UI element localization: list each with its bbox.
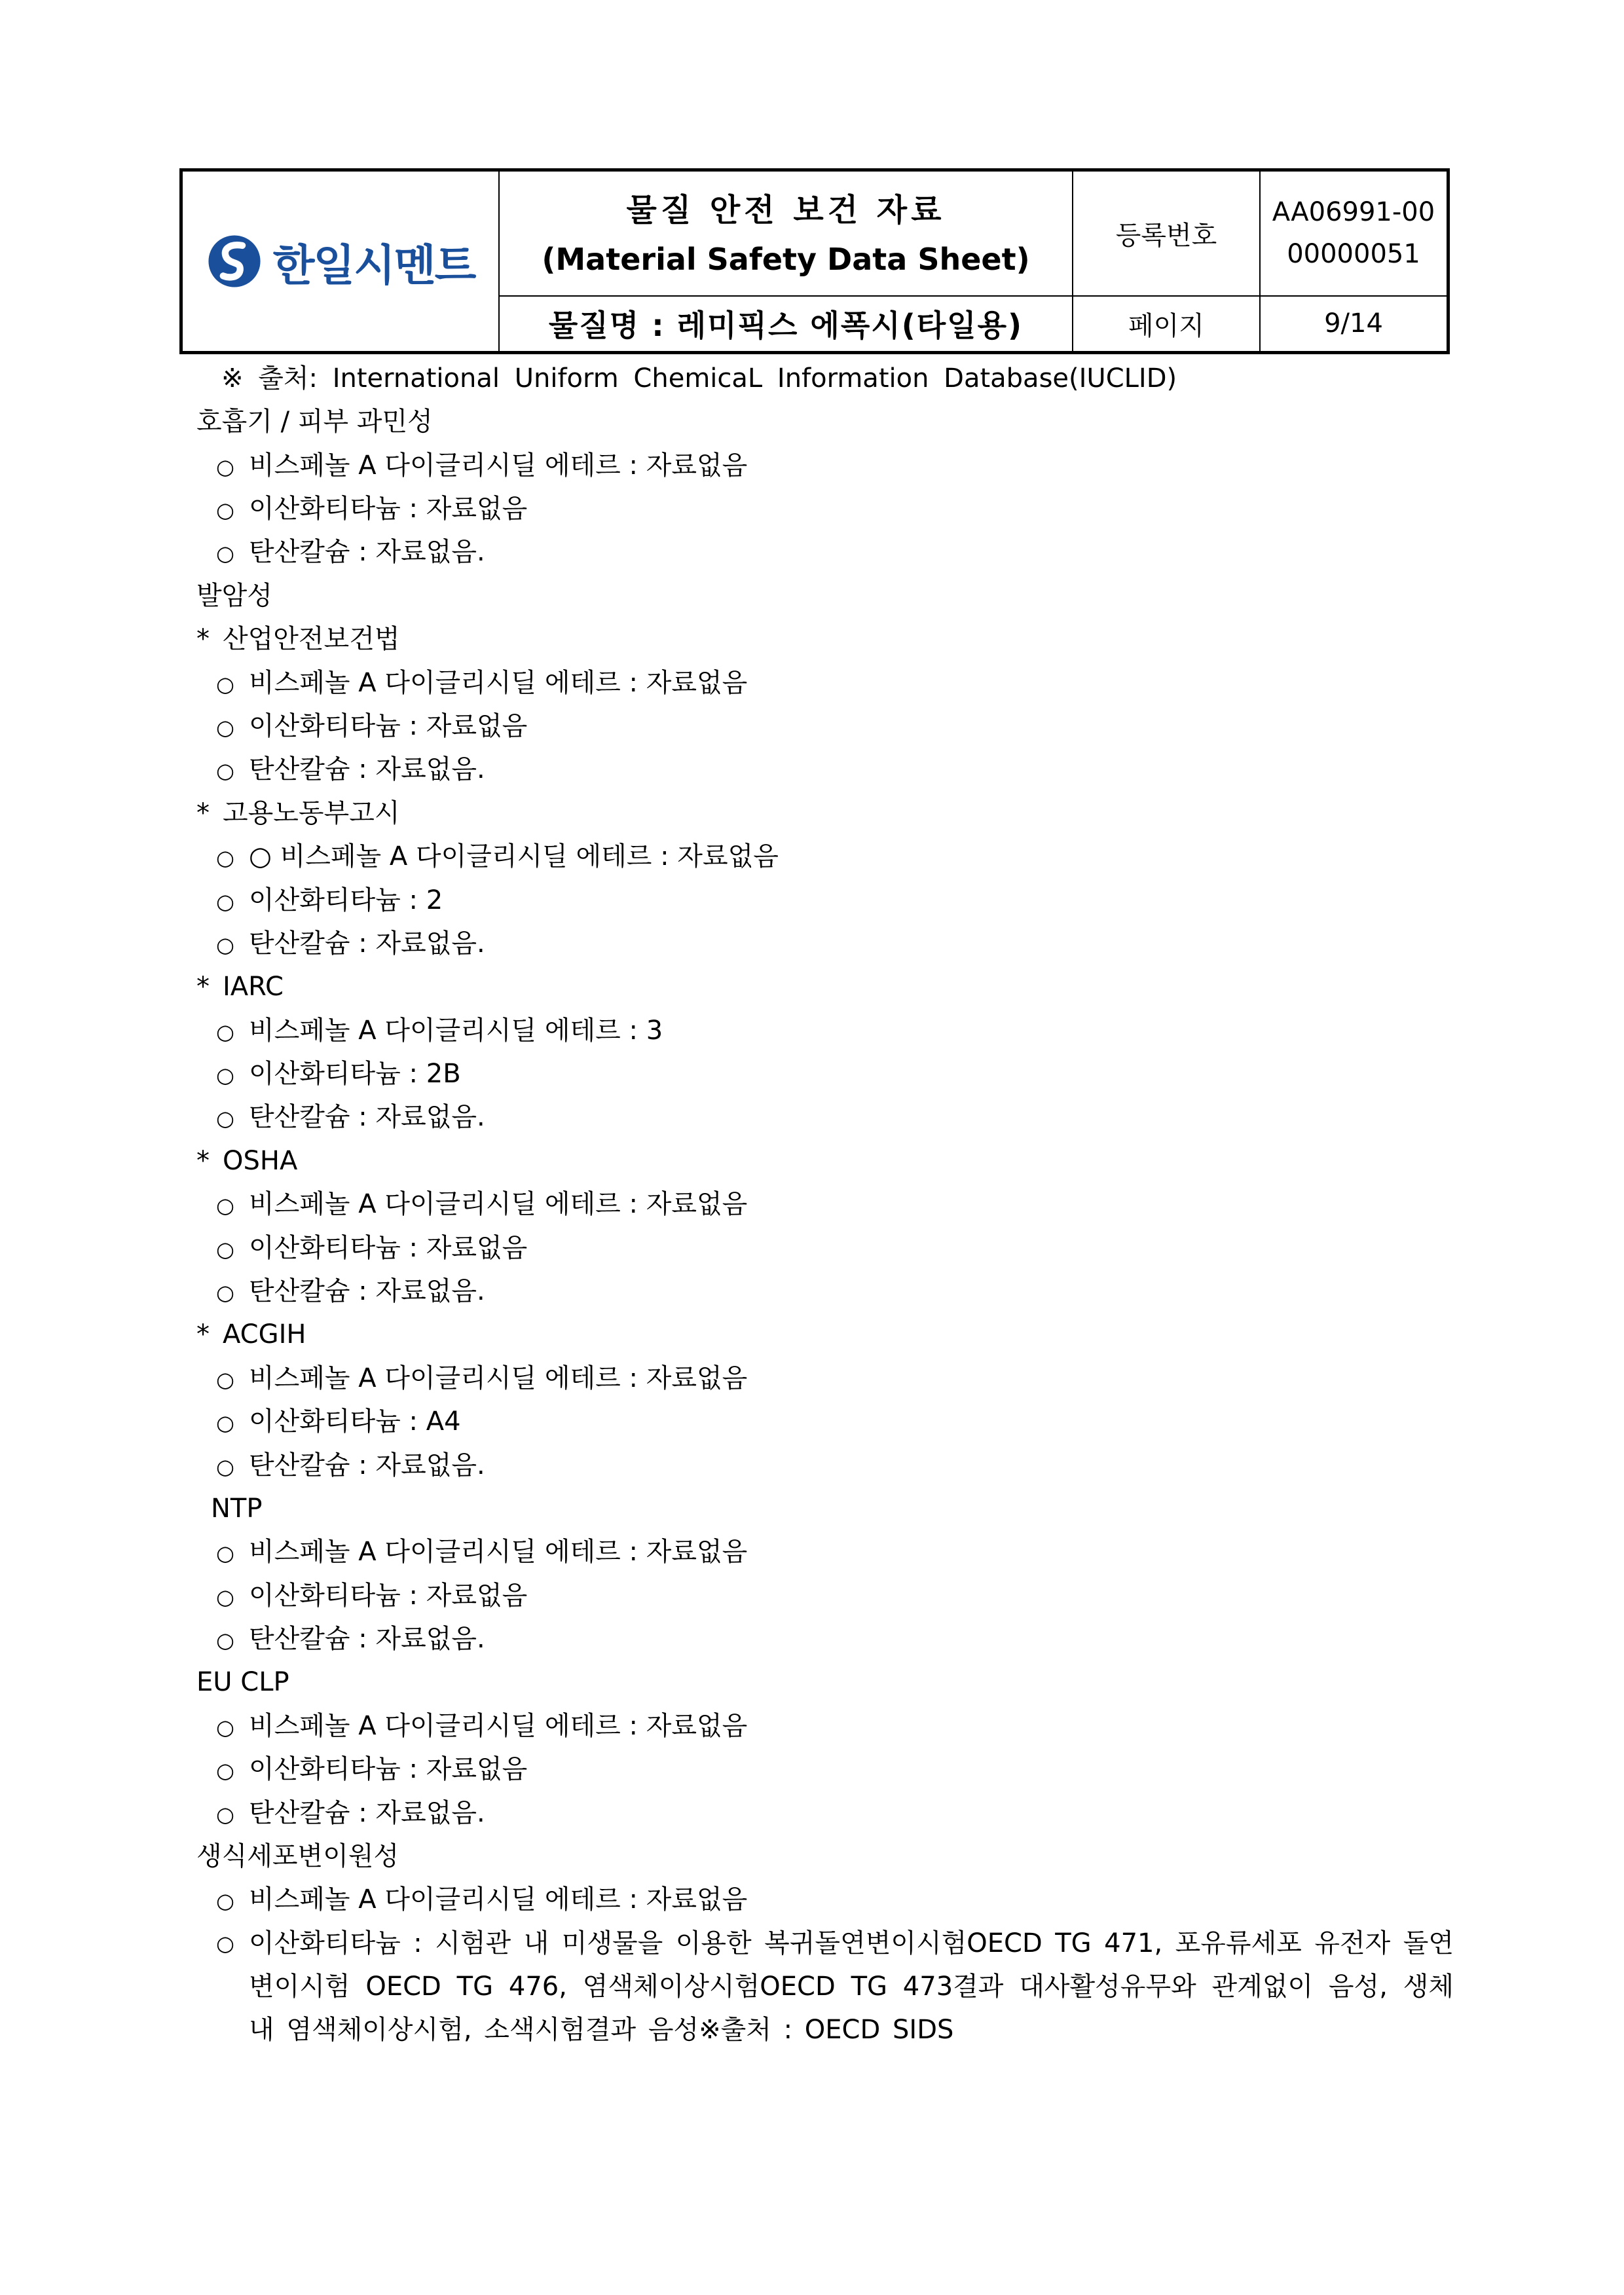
page-label-cell bbox=[1073, 296, 1260, 353]
standard-title: * OSHA bbox=[196, 1146, 298, 1176]
document-title-ko: 물질 안전 보건 자료 bbox=[626, 192, 946, 229]
standard-title: EU CLP bbox=[196, 1667, 289, 1697]
list-item: ○ 비스페놀 A 다이글리시딜 에테르 : 자료없음 bbox=[216, 1537, 748, 1567]
list-item: ○ 탄산칼슘 : 자료없음. bbox=[216, 1276, 485, 1306]
registration-number-line2: 00000051 bbox=[1287, 239, 1420, 270]
standard-title: * 고용노동부고시 bbox=[196, 798, 400, 828]
company-logo-cell bbox=[181, 170, 500, 353]
section-title-sensitization: 호흡기 / 피부 과민성 bbox=[196, 407, 433, 437]
standard-title: NTP bbox=[211, 1494, 263, 1524]
standard-title: * ACGIH bbox=[196, 1319, 306, 1349]
list-item: ○ 이산화티타늄 : 2 bbox=[216, 885, 443, 915]
list-item: ○ 비스페놀 A 다이글리시딜 에테르 : 자료없음 bbox=[216, 1711, 748, 1741]
standard-title: * 산업안전보건법 bbox=[196, 624, 400, 654]
list-item: ○ 탄산칼슘 : 자료없음. bbox=[216, 1798, 485, 1828]
list-item: ○ 이산화티타늄 : 2B bbox=[216, 1059, 461, 1089]
registration-number-line1: AA06991-00 bbox=[1272, 197, 1435, 228]
msds-header-table bbox=[179, 168, 1450, 354]
list-item: ○ 이산화티타늄 : A4 bbox=[216, 1406, 461, 1437]
company-name: 한일시멘트 bbox=[272, 240, 475, 291]
list-item: ○ 비스페놀 A 다이글리시딜 에테르 : 자료없음 bbox=[216, 450, 748, 481]
list-item: ○ 탄산칼슘 : 자료없음. bbox=[216, 1450, 485, 1480]
list-item: ○ 탄산칼슘 : 자료없음. bbox=[216, 928, 485, 959]
list-item: ○ 비스페놀 A 다이글리시딜 에테르 : 자료없음 bbox=[216, 1884, 748, 1915]
list-item: ○ 이산화티타늄 : 자료없음 bbox=[216, 1754, 528, 1784]
hanil-logo-icon bbox=[206, 233, 263, 289]
material-name: 물질명 : 레미픽스 에폭시(타일용) bbox=[548, 308, 1024, 344]
list-item: ○ 비스페놀 A 다이글리시딜 에테르 : 자료없음 bbox=[216, 1189, 748, 1219]
document-title-en: (Material Safety Data Sheet) bbox=[542, 242, 1030, 278]
list-item: ○ 탄산칼슘 : 자료없음. bbox=[216, 1624, 485, 1654]
section-title-carcinogenicity: 발암성 bbox=[196, 581, 272, 611]
page-number-cell bbox=[1260, 296, 1449, 353]
list-item: ○ 탄산칼슘 : 자료없음. bbox=[216, 1102, 485, 1132]
list-item: ○ 비스페놀 A 다이글리시딜 에테르 : 자료없음 bbox=[216, 1363, 748, 1393]
section-title-germ-cell-mutagenicity: 생식세포변이원성 bbox=[196, 1841, 399, 1871]
registration-label-cell bbox=[1073, 170, 1260, 296]
list-item: ○ 이산화티타늄 : 자료없음 bbox=[216, 1233, 528, 1263]
list-item: ○ 이산화티타늄 : 자료없음 bbox=[216, 1581, 528, 1611]
title-cell bbox=[499, 170, 1073, 296]
page-label: 페이지 bbox=[1128, 310, 1204, 341]
company-logo bbox=[183, 230, 498, 293]
material-name-cell bbox=[499, 296, 1073, 353]
list-item: ○ ○ 비스페놀 A 다이글리시딜 에테르 : 자료없음 bbox=[216, 841, 779, 872]
registration-number-cell bbox=[1260, 170, 1449, 296]
list-item-multiline: ○ 이산화티타늄 : 시험관 내 미생물을 이용한 복귀돌연변이시험OECD TG 471, 포유류세포 유전자 돌연변이시험 OECD TG 476, 염색체이상시험OECD TG 473결과 대사활성유무와 관계없이 음성, 생체 내 염색체이상시험, 소색시험결과 음성※출처 : OECD SIDS bbox=[216, 1922, 1454, 2051]
source-note: ※ 출처: International Uniform ChemicaL Information Database(IUCLID) bbox=[221, 363, 1177, 394]
list-item: ○ 탄산칼슘 : 자료없음. bbox=[216, 537, 485, 567]
list-item: ○ 이산화티타늄 : 자료없음 bbox=[216, 494, 528, 524]
list-item: ○ 이산화티타늄 : 자료없음 bbox=[216, 711, 528, 741]
mutagenicity-detail: 이산화티타늄 : 시험관 내 미생물을 이용한 복귀돌연변이시험OECD TG 471, 포유류세포 유전자 돌연변이시험 OECD TG 476, 염색체이상시험OECD TG 473결과 대사활성유무와 관계없이 음성, 생체 내 염색체이상시험, 소색시험결과 음성※출처 : OECD SIDS bbox=[249, 1928, 1454, 2045]
page-number: 9/14 bbox=[1324, 308, 1383, 339]
registration-label: 등록번호 bbox=[1115, 220, 1217, 251]
list-item: ○ 비스페놀 A 다이글리시딜 에테르 : 자료없음 bbox=[216, 668, 748, 698]
list-item: ○ 비스페놀 A 다이글리시딜 에테르 : 3 bbox=[216, 1016, 663, 1046]
list-item: ○ 탄산칼슘 : 자료없음. bbox=[216, 754, 485, 784]
standard-title: * IARC bbox=[196, 972, 284, 1002]
